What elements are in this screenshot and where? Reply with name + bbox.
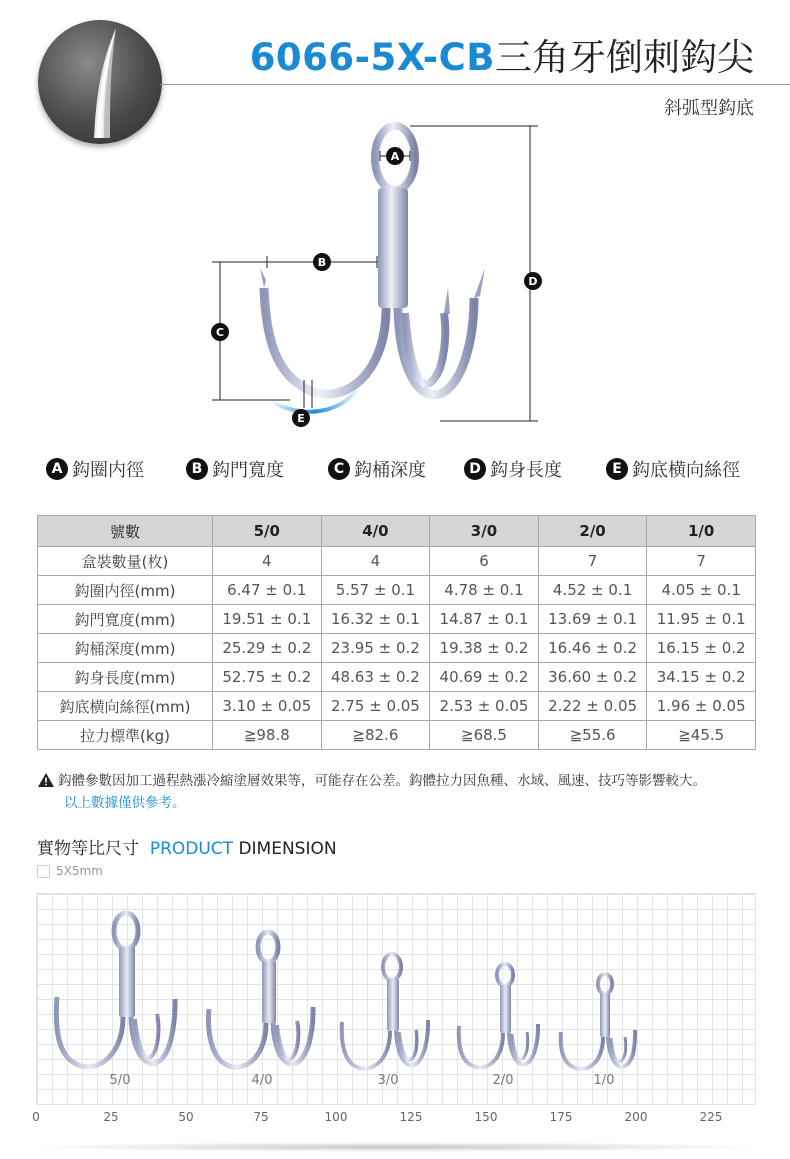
legend-badge: D: [464, 458, 486, 480]
table-cell: 52.75 ± 0.2: [213, 663, 322, 692]
table-cell: 16.15 ± 0.2: [647, 634, 756, 663]
legend-item-b: [186, 456, 284, 482]
legend-badge: C: [328, 458, 350, 480]
grid-scale-key: [37, 864, 103, 878]
table-cell: ≧45.5: [647, 721, 756, 750]
hook-dimension-diagram: [200, 118, 560, 438]
table-cell: 4: [213, 547, 322, 576]
legend-item-d: [464, 456, 562, 482]
table-row: [38, 663, 756, 692]
table-cell: 4: [321, 547, 430, 576]
table-cell: 2.75 ± 0.05: [321, 692, 430, 721]
size-label: 3/0: [377, 1073, 399, 1088]
ruler-tick: 225: [699, 1110, 723, 1124]
size-header: 2/0: [538, 516, 647, 547]
table-corner-header: 號數: [38, 516, 213, 547]
table-row: [38, 634, 756, 663]
table-header-row: [38, 516, 756, 547]
legend-badge: E: [606, 458, 628, 480]
table-cell: 11.95 ± 0.1: [647, 605, 756, 634]
hook-1-0: [561, 974, 635, 1069]
table-row: [38, 721, 756, 750]
product-name: 三角牙倒刺鈎尖: [495, 36, 754, 79]
dimension-title-en: DIMENSION: [238, 839, 337, 859]
size-header: 5/0: [213, 516, 322, 547]
table-cell: ≧68.5: [430, 721, 539, 750]
ruler-tick: 0: [32, 1110, 40, 1124]
marker-e: [292, 409, 310, 427]
page-subtitle: 斜弧型鈎底: [664, 98, 754, 119]
size-label: 1/0: [593, 1073, 615, 1088]
table-cell: 48.63 ± 0.2: [321, 663, 430, 692]
table-cell: 16.46 ± 0.2: [538, 634, 647, 663]
legend-label: 鈎身長度: [490, 460, 562, 481]
row-label: 鈎身長度(mm): [38, 663, 213, 692]
row-label: 鈎圈内徑(mm): [38, 576, 213, 605]
hook-3-0: [342, 954, 428, 1069]
legend-label: 鈎圈内徑: [72, 460, 144, 481]
ruler-tick: 150: [474, 1110, 498, 1124]
marker-c: [211, 323, 229, 341]
svg-text:B: B: [317, 256, 327, 269]
table-cell: 1.96 ± 0.05: [647, 692, 756, 721]
svg-text:A: A: [390, 150, 400, 163]
table-cell: 4.05 ± 0.1: [647, 576, 756, 605]
table-cell: ≧98.8: [213, 721, 322, 750]
legend-badge: B: [186, 458, 208, 480]
table-cell: 36.60 ± 0.2: [538, 663, 647, 692]
table-row: [38, 547, 756, 576]
dimension-section-title: [37, 834, 337, 859]
table-cell: 7: [538, 547, 647, 576]
table-cell: 2.53 ± 0.05: [430, 692, 539, 721]
table-cell: 3.10 ± 0.05: [213, 692, 322, 721]
hook-5-0: [56, 913, 175, 1067]
table-cell: 4.78 ± 0.1: [430, 576, 539, 605]
table-cell: 16.32 ± 0.1: [321, 605, 430, 634]
table-cell: 14.87 ± 0.1: [430, 605, 539, 634]
spec-table: [37, 515, 756, 750]
table-cell: 23.95 ± 0.2: [321, 634, 430, 663]
size-label: 4/0: [251, 1073, 273, 1088]
hook-4-0: [209, 932, 314, 1067]
svg-text:E: E: [297, 412, 305, 425]
table-cell: 13.69 ± 0.1: [538, 605, 647, 634]
table-cell: 5.57 ± 0.1: [321, 576, 430, 605]
ruler-tick: 25: [103, 1110, 119, 1124]
size-header: 1/0: [647, 516, 756, 547]
legend-label: 鈎門寬度: [212, 460, 284, 481]
legend-item-c: [328, 456, 426, 482]
ruler-tick: 50: [178, 1110, 194, 1124]
ruler-tick: 125: [399, 1110, 423, 1124]
table-cell: ≧82.6: [321, 721, 430, 750]
legend-label: 鈎底横向絲徑: [632, 460, 740, 481]
warning-icon: [38, 773, 54, 787]
dimension-legend: [46, 456, 766, 484]
header-divider: [160, 84, 790, 85]
hook-bend-left: [264, 288, 386, 394]
grid-square-icon: [37, 865, 50, 878]
table-cell: 40.69 ± 0.2: [430, 663, 539, 692]
size-header: 3/0: [430, 516, 539, 547]
model-code: 6066-5X-CB: [249, 36, 495, 79]
page-title: [250, 36, 754, 80]
size-label: 2/0: [492, 1073, 514, 1088]
row-label: 鈎底横向絲徑(mm): [38, 692, 213, 721]
table-row: [38, 692, 756, 721]
table-cell: 6.47 ± 0.1: [213, 576, 322, 605]
table-cell: 2.22 ± 0.05: [538, 692, 647, 721]
row-label: 拉力標準(kg): [38, 721, 213, 750]
table-cell: ≧55.6: [538, 721, 647, 750]
ruler-tick: 100: [324, 1110, 348, 1124]
ruler-tick: 75: [253, 1110, 269, 1124]
note-text: 鈎體參數因加工過程熱漲冷縮塗層效果等，可能存在公差。鈎體拉力因魚種、水域、風速、技巧等影響較大。: [58, 773, 706, 789]
table-cell: 25.29 ± 0.2: [213, 634, 322, 663]
legend-item-e: [606, 456, 740, 482]
hook-shank: [378, 188, 408, 308]
hook-point-logo: [38, 20, 162, 144]
table-row: [38, 576, 756, 605]
ruler-tick: 200: [624, 1110, 648, 1124]
dimension-title-cn: 實物等比尺寸: [37, 839, 139, 859]
legend-label: 鈎桶深度: [354, 460, 426, 481]
bottom-shadow: [20, 1142, 770, 1152]
hook-2-0: [459, 964, 538, 1067]
table-cell: 6: [430, 547, 539, 576]
row-label: 盒裝數量(枚): [38, 547, 213, 576]
ruler-tick: 175: [549, 1110, 573, 1124]
grid-scale-label: 5X5mm: [56, 864, 103, 878]
disclaimer-note: [38, 770, 760, 814]
table-row: [38, 605, 756, 634]
legend-badge: A: [46, 458, 68, 480]
table-cell: 34.15 ± 0.2: [647, 663, 756, 692]
marker-d: [524, 272, 542, 290]
row-label: 鈎門寬度(mm): [38, 605, 213, 634]
size-label: 5/0: [109, 1073, 131, 1088]
table-cell: 7: [647, 547, 756, 576]
note-line-1: [38, 770, 760, 792]
table-cell: 4.52 ± 0.1: [538, 576, 647, 605]
size-header: 4/0: [321, 516, 430, 547]
row-label: 鈎桶深度(mm): [38, 634, 213, 663]
marker-a: [386, 147, 404, 165]
svg-text:C: C: [215, 326, 225, 339]
hook-point-icon: [38, 20, 162, 144]
legend-item-a: [46, 456, 144, 482]
svg-text:D: D: [528, 275, 538, 288]
table-cell: 19.51 ± 0.1: [213, 605, 322, 634]
note-line-2: 以上數據僅供參考。: [64, 795, 186, 811]
marker-b: [313, 253, 331, 271]
dimension-title-en-accent: PRODUCT: [149, 839, 234, 859]
table-cell: 19.38 ± 0.2: [430, 634, 539, 663]
